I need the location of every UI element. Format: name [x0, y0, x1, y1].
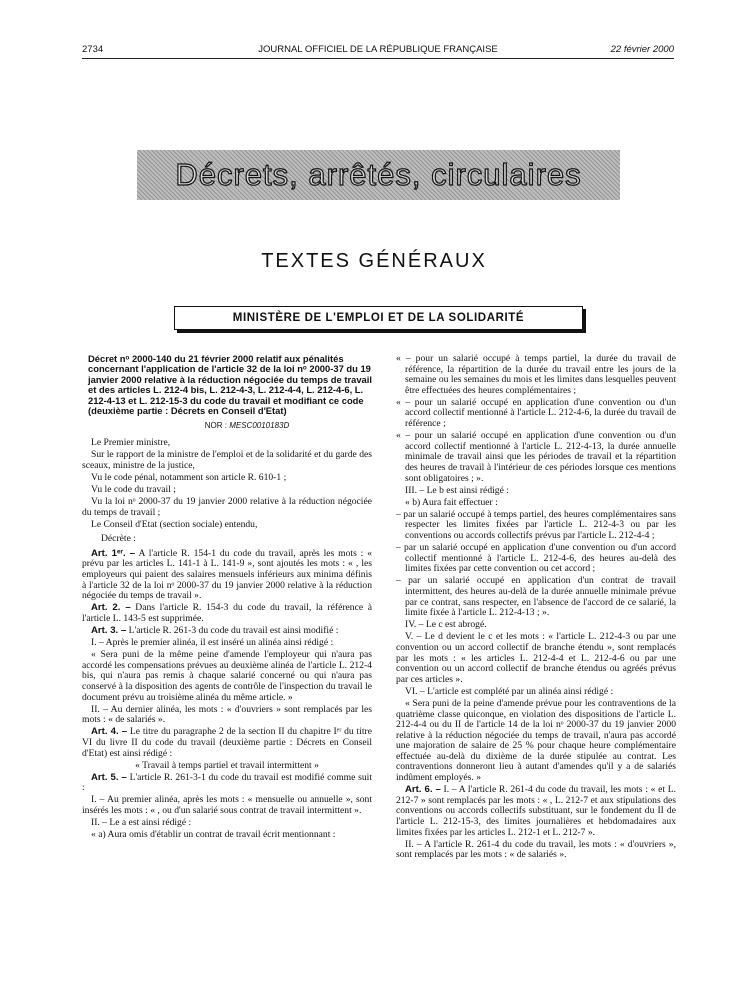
list-item: – par un salarié occupé en application d'une convention ou d'un accord collectif mentionné à l'article L. 212-4-6, des heures au-delà des limites fixées par cette convention ou cet accord ;	[396, 542, 676, 575]
article-5	[82, 773, 372, 794]
article-6	[396, 785, 676, 838]
paragraph: « Sera puni de la peine d'amende prévue pour les contraventions de la quatrième classe quiconque, en violation des dispositions de l'article L. 212-4-4 ou du II de l'article 14 de la loi nᵒ 2000-37 du 19 janvier 2000 relative à la réduction négociée du temps de travail, n'aura pas accordé une majoration de salaire de 25 % pour chaque heure complémentaire effectuée au-delà du dixième de la durée stipulée au contrat. Les contraventions donneront lieu à autant d'amendes qu'il y a de salariés indûment employés. »	[396, 697, 676, 784]
left-column	[82, 354, 372, 842]
paragraph: « Sera puni de la même peine d'amende l'employeur qui n'aura pas accordé les compensations prévues au deuxième alinéa de l'article L. 212-4 bis, qui n'aura pas remis à chaque salarié concerné ou qui n'aura pas conservé à la disposition des agents de contrôle de l'inspection du travail le document prévu au troisième alinéa du même article. »	[82, 649, 372, 703]
paragraph: II. – Au dernier alinéa, les mots : « d'ouvriers » sont remplacés par les mots : « de salariés ».	[82, 703, 372, 726]
paragraph: « Travail à temps partiel et travail intermittent »	[135, 759, 319, 771]
article-text: I. – A l'article R. 261-4 du code du travail, les mots : « et L. 212-7 » sont remplacés par les mots : « , L. 212-7 et aux stipulations des conventions ou accords collectifs substituant, sur le fondement du II de l'article L. 212-15-3, des limites journalières et hebdomadaires aux limites fixées par les articles L. 212-1 et L. 212-7 ».	[396, 784, 676, 838]
paragraph: V. – Le d devient le c et les mots : « l'article L. 212-4-3 ou par une convention ou un accord collectif de branche étendu », sont remplacés par les mots : « les articles L. 212-4-4 et L. 212-4-6 ou par une convention ou un accord collectif de branche étendus ou agréés prévus par ces articles ».	[396, 631, 676, 685]
paragraph: III. – Le b est ainsi rédigé :	[405, 484, 509, 496]
section-banner	[137, 150, 620, 200]
article-text: A l'article R. 154-1 du code du travail, après les mots : « prévu par les articles L. 141-1 à L. 141-9 », sont ajoutés les mots : « , les employeurs qui paient des salaires mensuels inférieurs aux minima définis à l'article 32 de la loi nᵒ 2000-37 du 19 janvier 2000 relative à la réduction négociée du temps de travail ».	[82, 547, 373, 602]
paragraph: I. – Au premier alinéa, après les mots : « mensuelle ou annuelle », sont insérés les mots : « , ou d'un salarié sous contrat de travail intermittent ».	[82, 794, 372, 817]
decree-title: Décret nᵒ 2000-140 du 21 février 2000 relatif aux pénalités concernant l'application de l'article 32 de la loi nᵒ 2000-37 du 19 janvier 2000 relative à la réduction négociée du temps de travail et des articles L. 212-4 bis, L. 212-4-3, L. 212-4-4, L. 212-4-6, L. 212-4-13 et L. 212-15-3 du code du travail et modifiant ce code (deuxième partie : Décrets en Conseil d'Etat)	[88, 353, 372, 417]
article-1	[82, 549, 372, 602]
paragraph: VI. – L'article est complété par un alinéa ainsi rédigé :	[405, 685, 614, 697]
list-item: – par un salarié occupé en application d'un contrat de travail intermittent, des heures au-delà de la durée annuelle minimale prévue par ce contrat, sans respecter, en l'absence de l'accord de ce salarié, la limite fixée à l'article L. 212-4-13 ; ».	[396, 575, 676, 619]
list-item: « – pour un salarié occupé en application d'une convention ou d'un accord collectif mentionné à l'article L. 212-4-13, la durée annuelle minimale de travail ainsi que les périodes de travail et la répartition des heures de travail à l'intérieur de ces périodes lorsque ces mentions sont obligatoires ; ».	[396, 430, 676, 484]
paragraph: Vu la loi nᵒ 2000-37 du 19 janvier 2000 relative à la réduction négociée du temps de travail ;	[82, 496, 372, 518]
article-text: Le titre du paragraphe 2 de la section II du chapitre Iᵉʳ du titre VI du livre II du code du travail (deuxième partie : Décrets en Conseil d'Etat) est ainsi rédigé :	[82, 726, 372, 759]
paragraph: I. – Après le premier alinéa, il est inséré un alinéa ainsi rédigé :	[91, 637, 334, 649]
article-text: L'article R. 261-3 du code du travail est ainsi modifié :	[126, 625, 339, 637]
paragraph: Le Premier ministre,	[91, 437, 171, 449]
issue-date: 22 février 2000	[610, 44, 674, 55]
page-header	[82, 44, 674, 58]
paragraph: « a) Aura omis d'établir un contrat de travail écrit mentionnant :	[91, 829, 336, 841]
header-rule	[82, 58, 674, 59]
list-item: « – pour un salarié occupé à temps partiel, la durée du travail de référence, la répartition de la durée du travail entre les jours de la semaine ou les semaines du mois et les limites dans lesquelles peuvent être effectuées des heures complémentaires ;	[396, 353, 676, 396]
paragraph: Vu le code pénal, notamment son article R. 610-1 ;	[91, 471, 287, 483]
article-label: Art. 3. –	[91, 625, 127, 637]
article-label: Art. 6. –	[405, 784, 441, 796]
article-text: L'article R. 261-3-1 du code du travail est modifié comme suit :	[82, 771, 372, 794]
paragraph: Le Conseil d'Etat (section sociale) entendu,	[91, 518, 258, 530]
nor-reference	[82, 421, 372, 432]
paragraph: IV. – Le c est abrogé.	[405, 619, 487, 631]
ministry-box	[174, 306, 583, 330]
nor-label: NOR :	[204, 421, 230, 431]
article-label: Art. 4. –	[91, 726, 128, 738]
list-item: – par un salarié occupé à temps partiel, des heures complémentaires sans respecter les limites fixées par l'article L. 212-4-3 ou par les conventions ou accords collectifs prévus par l'article L. 212-4-4 ;	[396, 508, 676, 541]
article-2	[82, 603, 372, 624]
article-4	[82, 727, 372, 759]
article-label: Art. 1ᵉʳ. –	[91, 547, 136, 559]
paragraph: II. – Le a est ainsi rédigé :	[91, 817, 192, 829]
paragraph: Vu le code du travail ;	[91, 483, 176, 495]
article-3	[82, 626, 372, 637]
article-label: Art. 5. –	[91, 771, 127, 783]
nor-value: MESC0010183D	[229, 421, 290, 431]
paragraph: II. – A l'article R. 261-4 du code du travail, les mots : « d'ouvriers », sont remplacés par les mots : « de salariés ».	[396, 838, 676, 861]
list-item: « – pour un salarié occupé en application d'une convention ou d'un accord collectif mentionné à l'article L. 212-4-6, la durée du travail de référence ;	[396, 396, 676, 430]
section-title: TEXTES GÉNÉRAUX	[261, 250, 487, 272]
journal-title: JOURNAL OFFICIEL DE LA RÉPUBLIQUE FRANÇAISE	[258, 44, 498, 55]
paragraph: « b) Aura fait effectuer :	[405, 496, 498, 508]
banner-text: Décrets, arrêtés, circulaires	[175, 157, 582, 192]
article-text: Dans l'article R. 154-3 du code du travail, la référence à l'article L. 143-5 est supprimée.	[82, 602, 372, 624]
ministry-name: MINISTÈRE DE L'EMPLOI ET DE LA SOLIDARITÉ	[232, 312, 525, 324]
article-label: Art. 2. –	[91, 602, 131, 614]
page-number: 2734	[82, 44, 104, 55]
right-column	[396, 354, 676, 862]
paragraph: Décrète :	[101, 533, 136, 545]
paragraph: Sur le rapport de la ministre de l'emploi et de la solidarité et du garde des sceaux, ministre de la justice,	[82, 449, 372, 471]
